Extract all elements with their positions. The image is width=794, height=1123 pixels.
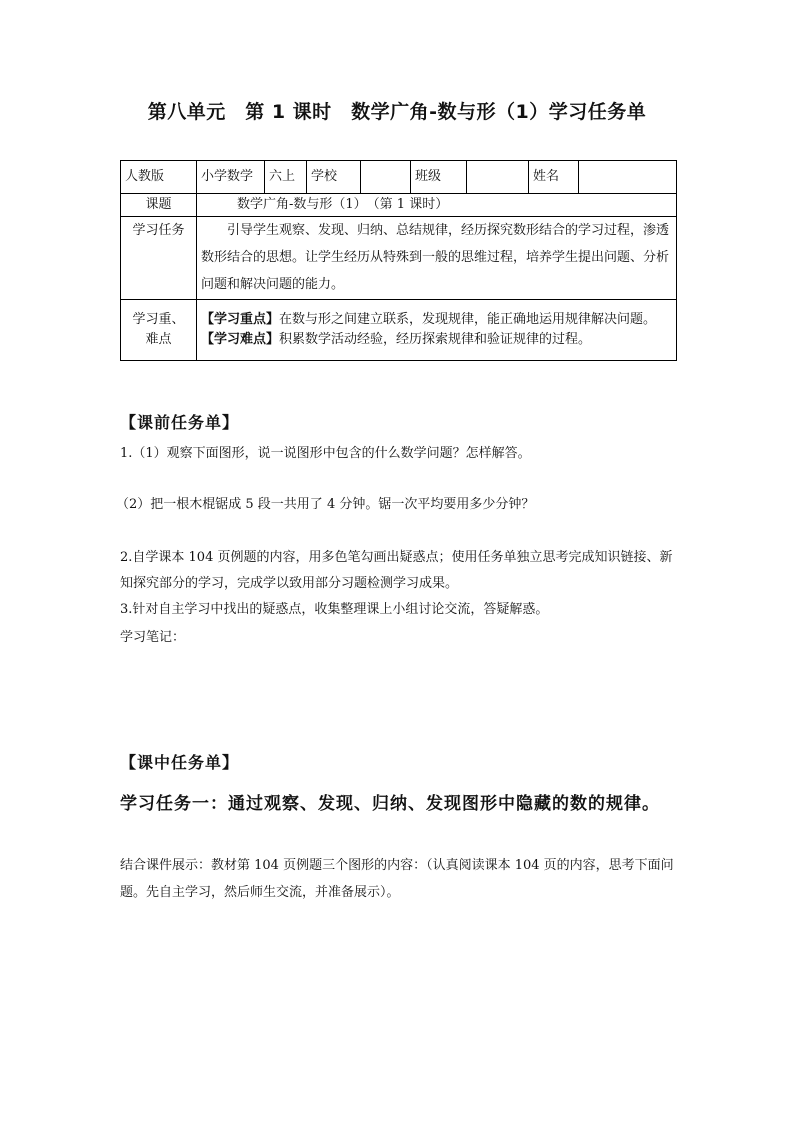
keypoints-content xyxy=(197,300,677,361)
grade-cell: 六上 xyxy=(265,161,307,194)
study-notes-label: 学习笔记： xyxy=(120,630,186,645)
difficulty-text: 积累数学活动经验，经历探索规律和验证规律的过程。 xyxy=(279,332,592,347)
pre-class-item-2: 2.自学课本 104 页例题的内容，用多色笔勾画出疑惑点；使用任务单独立思考完成知识链接、新知探究部分的学习，完成学以致用部分习题检测学习成果。 xyxy=(120,550,673,591)
pre-class-item-1: 1.（1）观察下面图形，说一说图形中包含的什么数学问题？怎样解答。 xyxy=(120,446,531,461)
task-one-description: 结合课件展示：教材第 104 页例题三个图形的内容：（认真阅读课本 104 页的内容，思考下面问题。先自主学习，然后师生交流，并准备展示）。 xyxy=(120,858,674,900)
keypoints-label xyxy=(121,300,197,361)
pre-class-heading: 【课前任务单】 xyxy=(120,413,240,432)
class-label: 班级 xyxy=(411,161,467,194)
in-class-heading: 【课中任务单】 xyxy=(120,753,240,772)
subject-cell: 小学数学 xyxy=(197,161,265,194)
difficulty-tag: 【学习难点】 xyxy=(201,332,280,347)
publisher-cell: 人教版 xyxy=(121,161,197,194)
name-label: 姓名 xyxy=(529,161,579,194)
difficulty-line xyxy=(201,330,672,350)
info-table xyxy=(120,160,677,361)
topic-value: 数学广角-数与形（1） （第 1 课时） xyxy=(197,194,677,217)
pre-class-item-3: 3.针对自主学习中找出的疑惑点，收集整理课上小组讨论交流，答疑解惑。 xyxy=(120,602,549,617)
school-field[interactable] xyxy=(361,161,411,194)
page-title: 第八单元 第 1 课时 数学广角-数与形（1）学习任务单 xyxy=(147,101,647,123)
task-description: 引导学生观察、发现、归纳、总结规律，经历探究数形结合的学习过程，渗透数形结合的思想。让学生经历从特殊到一般的思维过程，培养学生提出问题、分析问题和解决问题的能力。 xyxy=(197,217,677,300)
pre-class-item-1-2: （2）把一根木棍锯成 5 段一共用了 4 分钟。锯一次平均要用多少分钟？ xyxy=(116,497,535,512)
task-one-heading: 学习任务一：通过观察、发现、归纳、发现图形中隐藏的数的规律。 xyxy=(120,794,660,814)
class-field[interactable] xyxy=(467,161,529,194)
key-point-line xyxy=(201,310,672,330)
keypoints-label-line1: 学习重、 xyxy=(132,312,185,327)
task-label: 学习任务 xyxy=(121,217,197,300)
keypoints-label-line2: 难点 xyxy=(145,332,172,347)
key-point-tag: 【学习重点】 xyxy=(201,312,280,327)
name-field[interactable] xyxy=(579,161,677,194)
key-point-text: 在数与形之间建立联系，发现规律，能正确地运用规律解决问题。 xyxy=(279,312,657,327)
school-label: 学校 xyxy=(307,161,361,194)
topic-label: 课题 xyxy=(121,194,197,217)
